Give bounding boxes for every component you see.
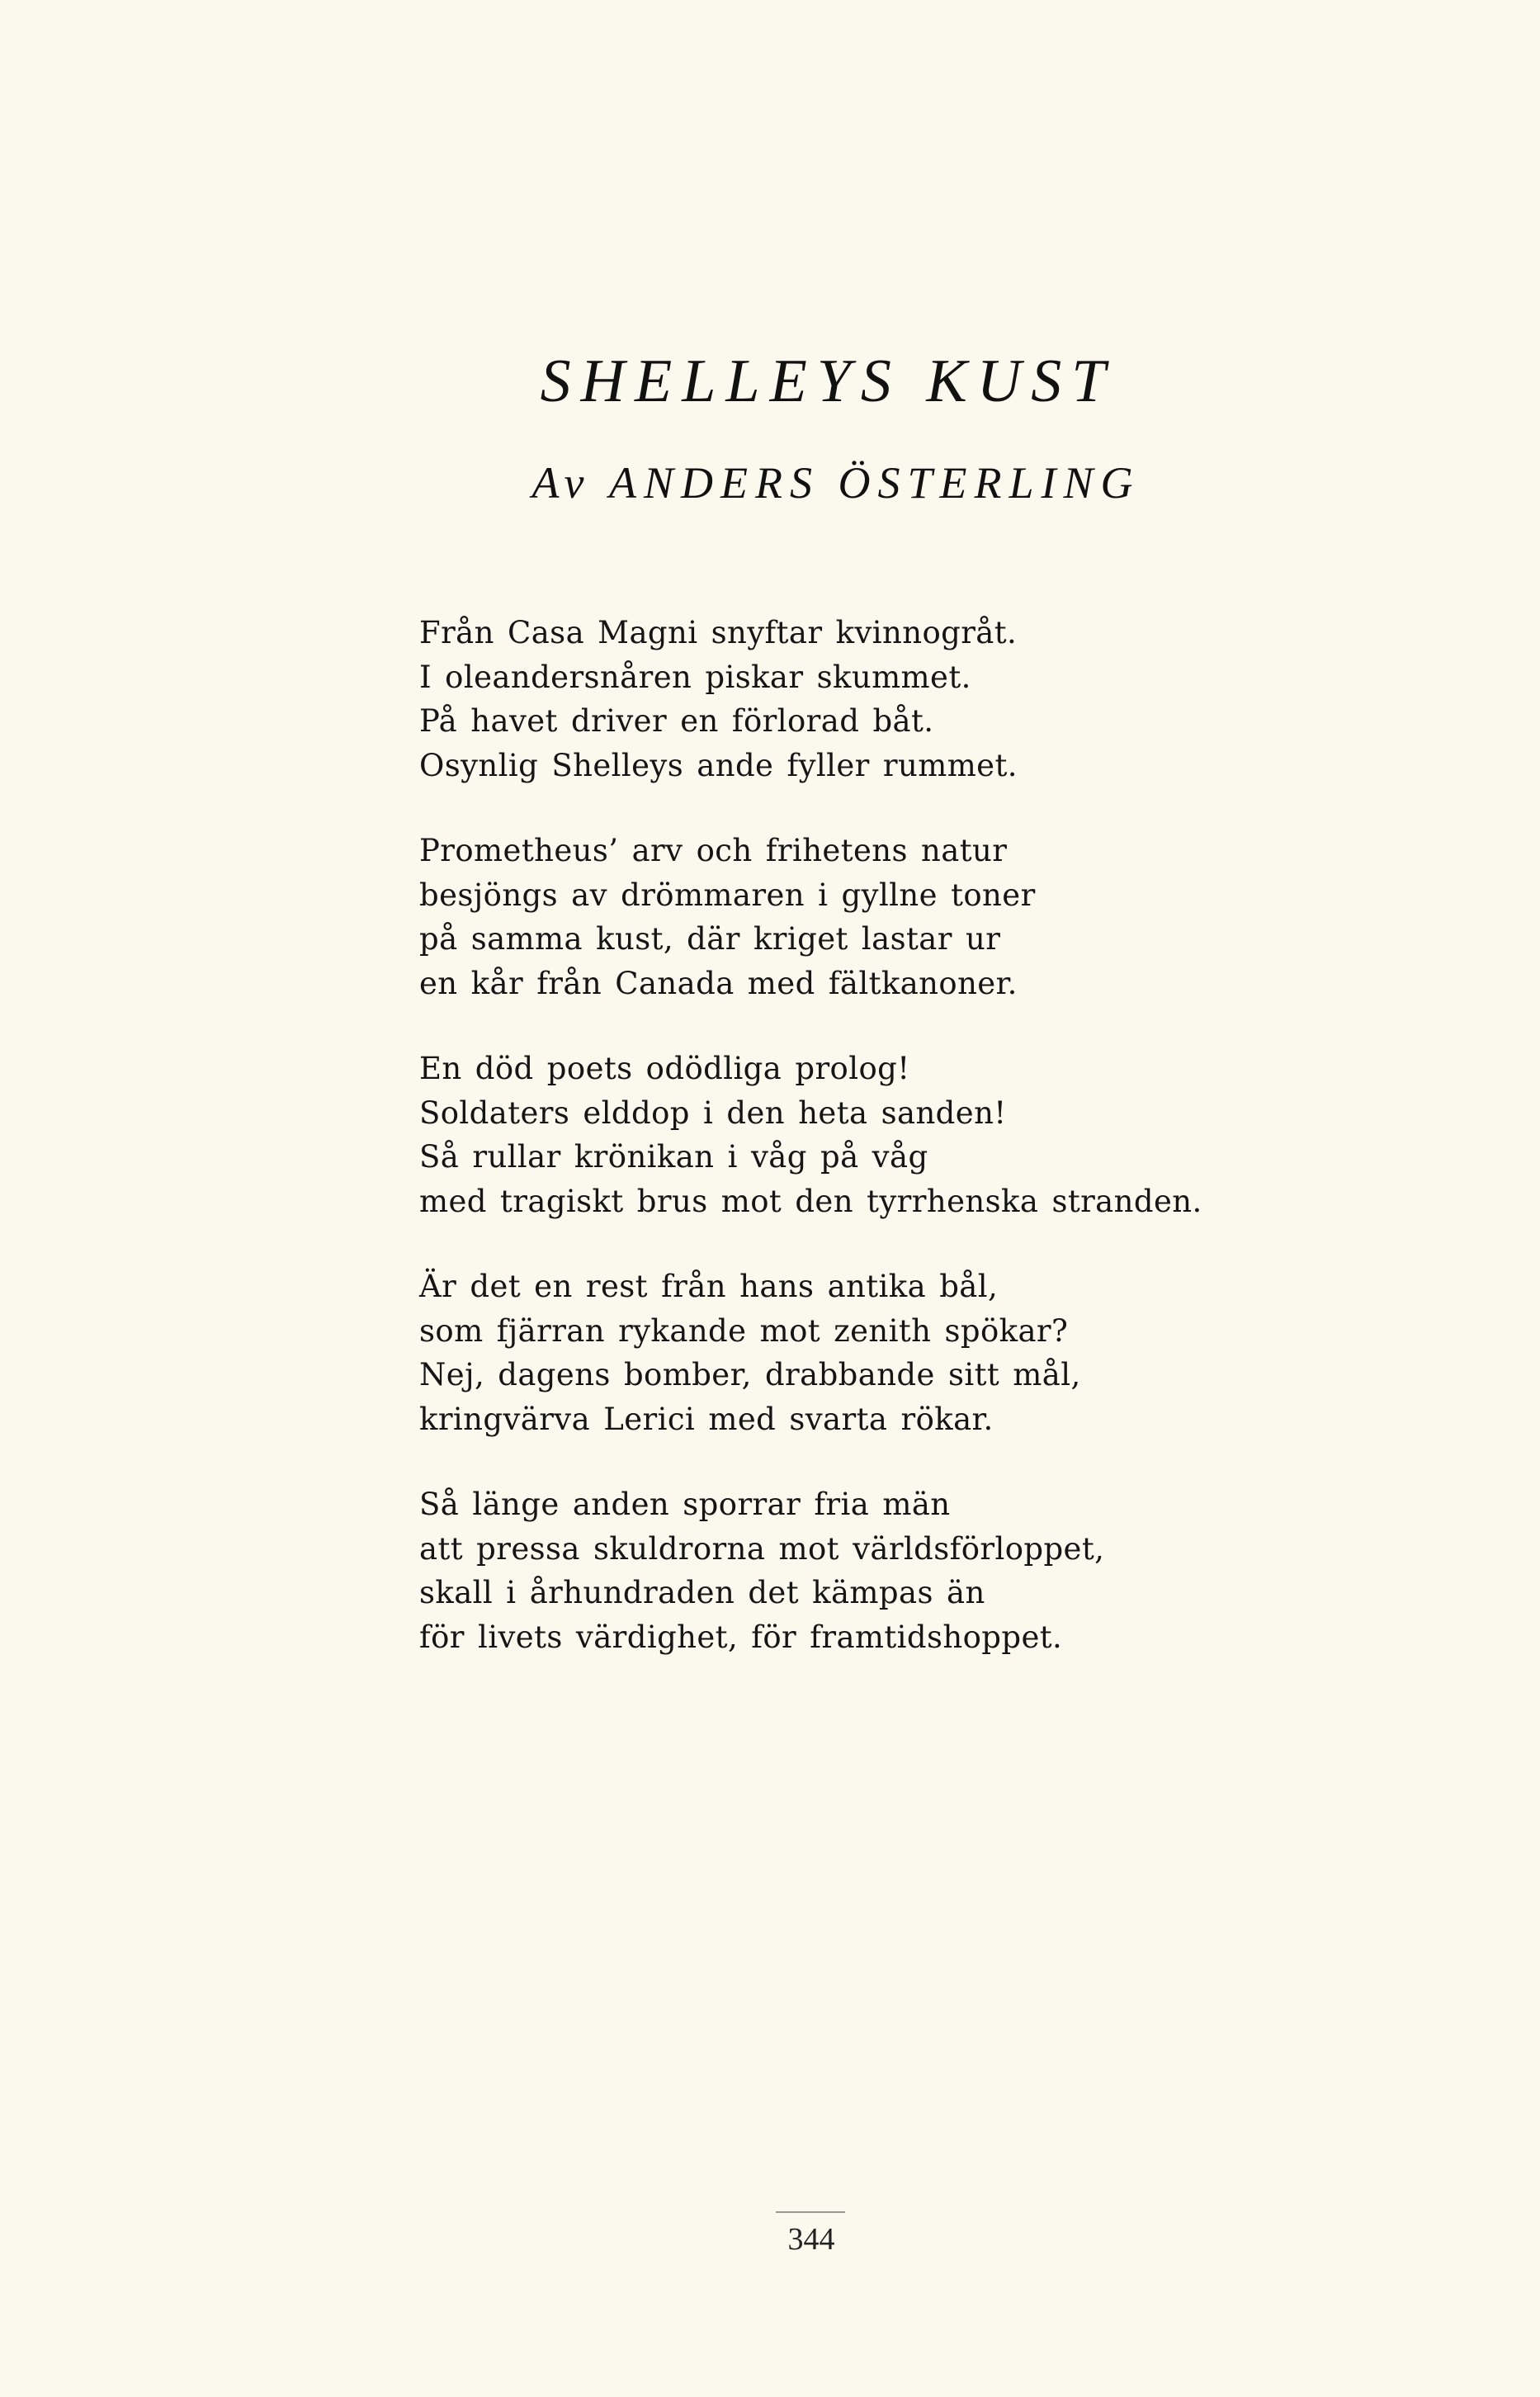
poem-line: Soldaters elddop i den heta sanden! — [419, 1094, 1007, 1131]
poem-line: Från Casa Magni snyftar kvinnogråt. — [419, 615, 1018, 650]
poem-line: skall i århundraden det kämpas än — [419, 1575, 985, 1610]
page-number: 344 — [787, 2222, 835, 2257]
poem-line: för livets värdighet, för framtidshoppet. — [419, 1619, 1063, 1655]
stanza — [419, 1047, 1327, 1223]
poem-line: att pressa skuldrorna mot världsförloppet, — [419, 1530, 1105, 1567]
stanza — [419, 1265, 1327, 1441]
poem-title: SHELLEYS KUST — [540, 347, 1116, 415]
poem-line: med tragiskt brus mot den tyrrhenska stranden. — [419, 1183, 1202, 1219]
poem-line: Prometheus’ arv och frihetens natur — [419, 833, 1008, 868]
poem-line: I oleandersnåren piskar skummet. — [419, 659, 971, 695]
poem-line: Är det en rest från hans antika bål, — [419, 1269, 999, 1304]
stanza — [419, 611, 1327, 787]
author-byline: Av ANDERS ÖSTERLING — [531, 458, 1141, 508]
poem-line: Så länge anden sporrar fria män — [419, 1487, 951, 1522]
poem-line: på samma kust, där kriget lastar ur — [419, 921, 1001, 957]
poem-line: besjöngs av drömmaren i gyllne toner — [419, 877, 1036, 913]
stanza — [419, 1482, 1327, 1659]
poem-line: kringvärva Lerici med svarta rökar. — [419, 1401, 994, 1437]
stanza — [419, 829, 1327, 1005]
page-number-rule — [776, 2211, 845, 2213]
poem-line: En död poets odödliga prolog! — [419, 1051, 910, 1086]
poem-line: Så rullar krönikan i våg på våg — [419, 1139, 928, 1175]
poem-line: som fjärran rykande mot zenith spökar? — [419, 1312, 1069, 1349]
poem-body — [419, 611, 1327, 1700]
poem-line: Osynlig Shelleys ande fyller rummet. — [419, 747, 1018, 783]
poem-line: Nej, dagens bomber, drabbande sitt mål, — [419, 1357, 1081, 1392]
poem-line: På havet driver en förlorad båt. — [419, 703, 934, 739]
poem-line: en kår från Canada med fältkanoner. — [419, 965, 1018, 1001]
